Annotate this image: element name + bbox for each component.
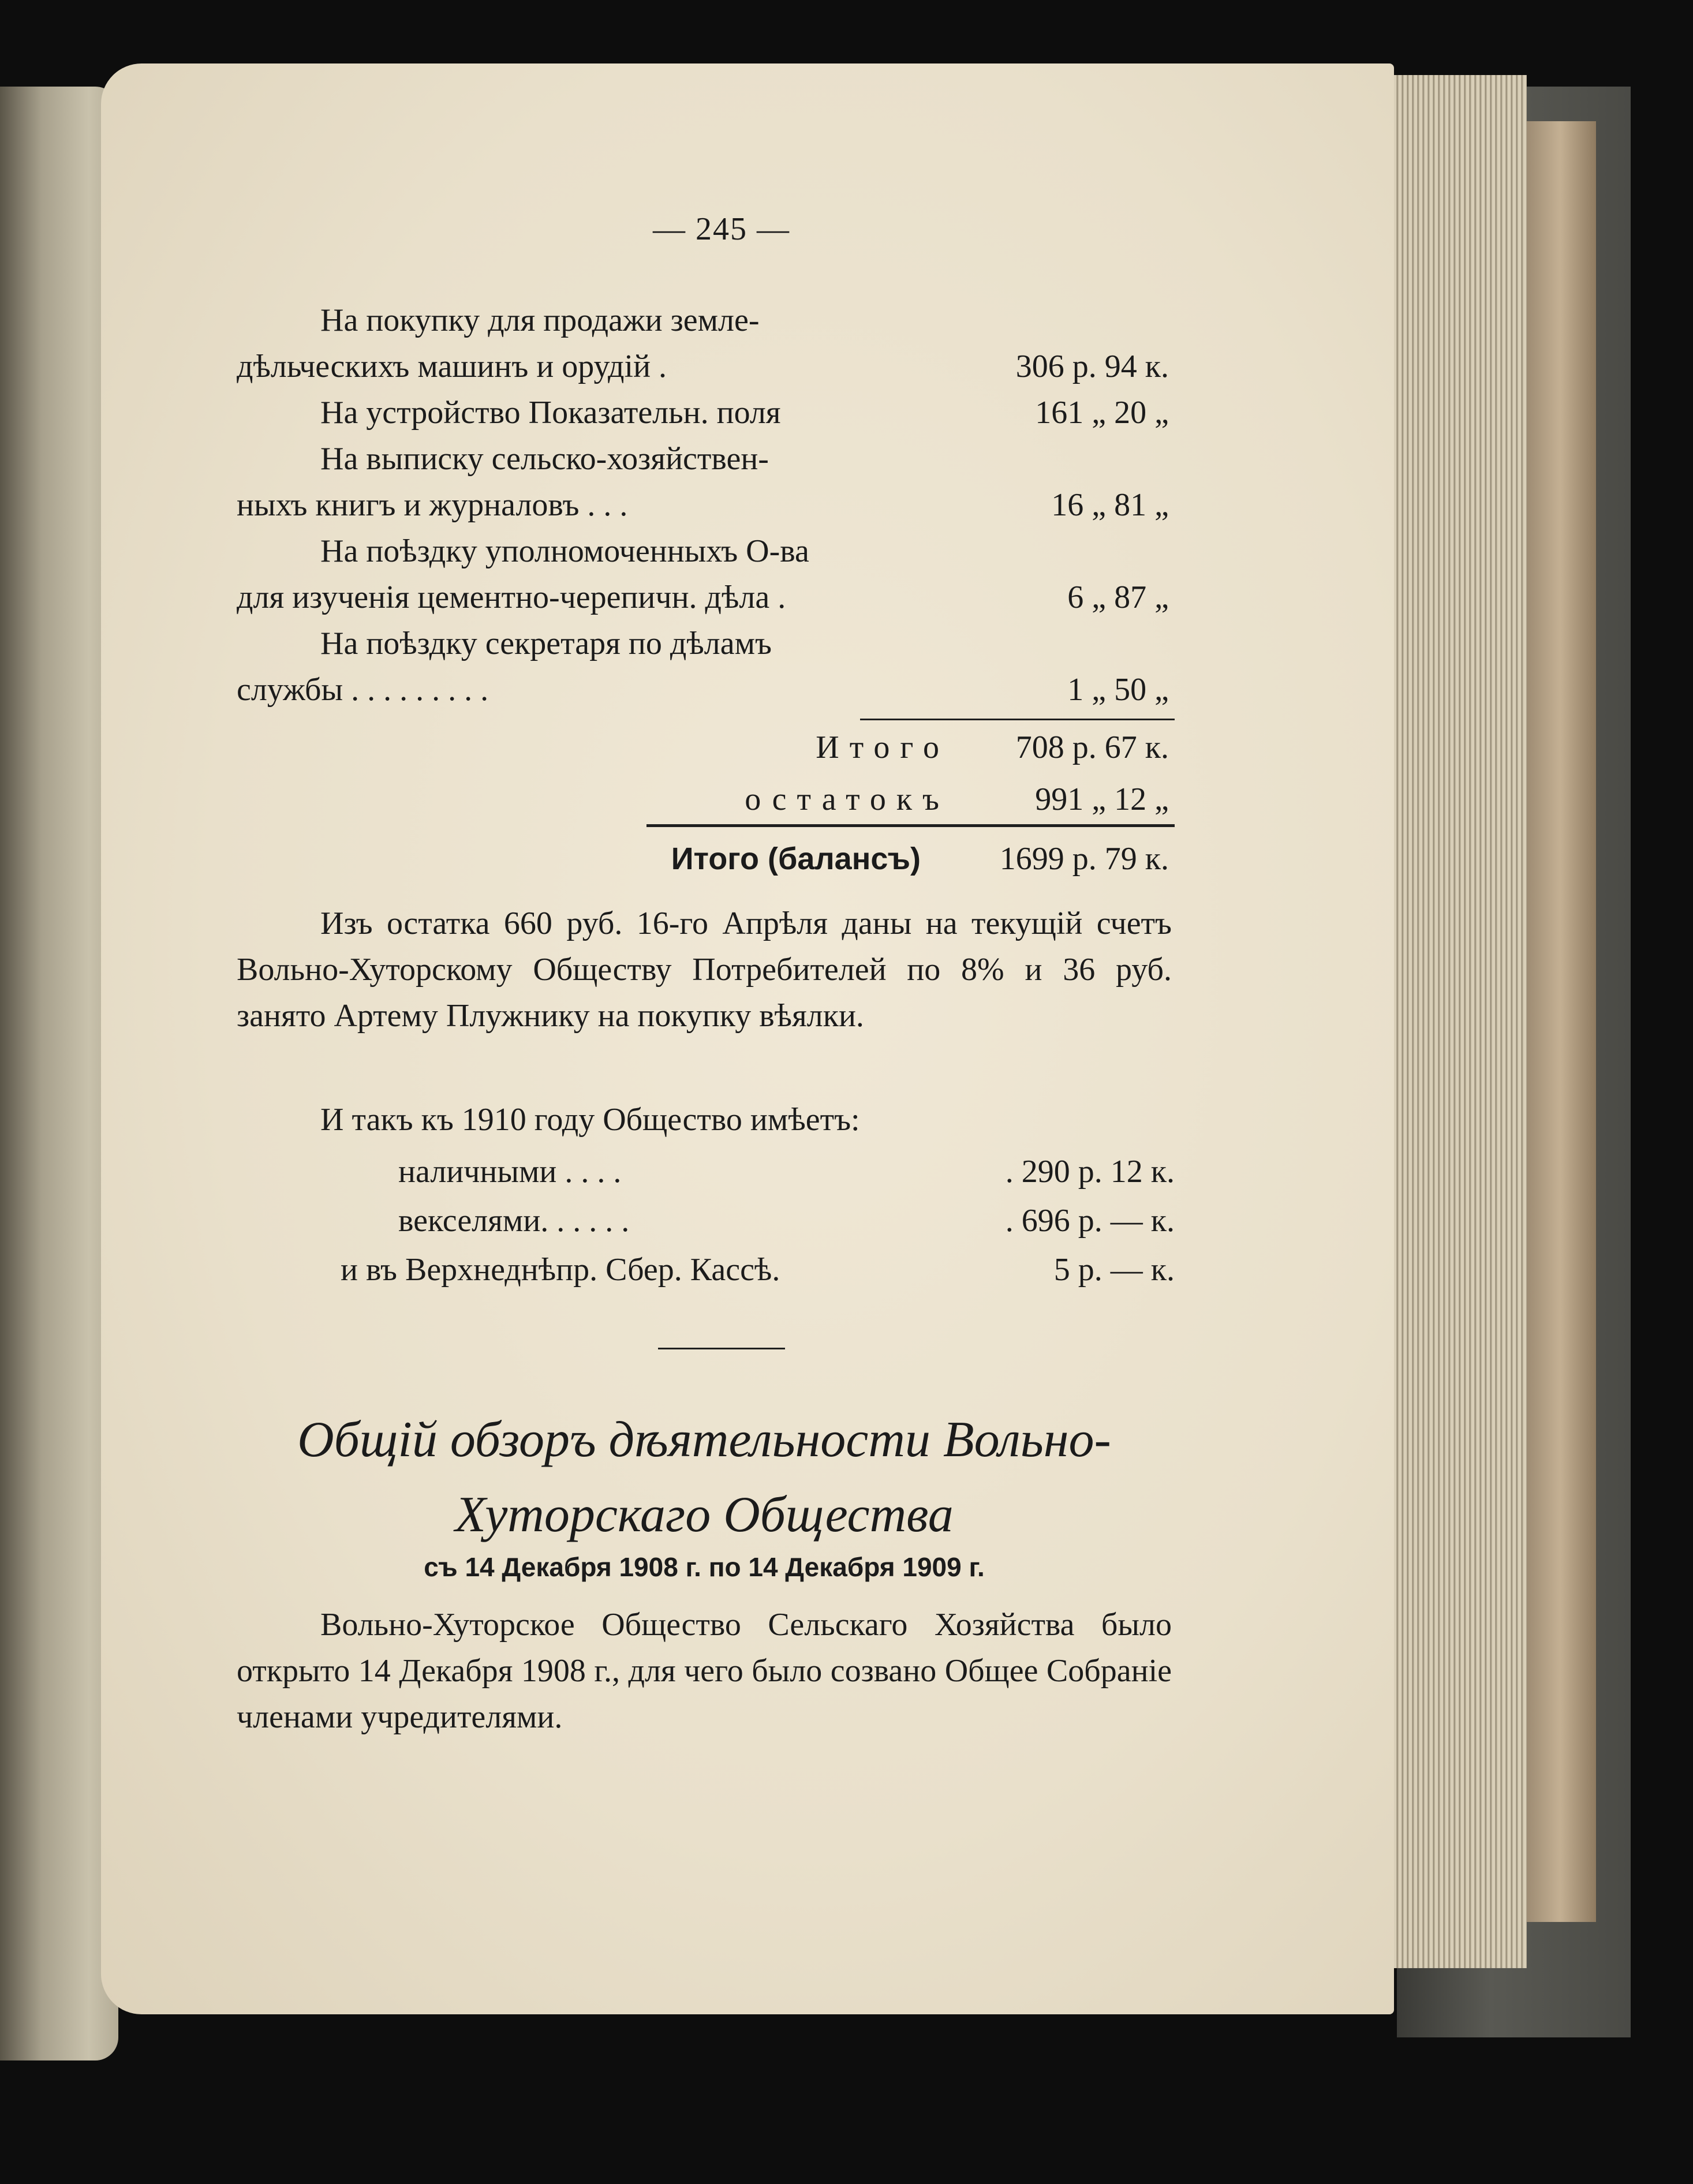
page-stack-edges xyxy=(1388,75,1527,1968)
assets-intro-text: И такъ къ 1910 году Общество имѣетъ: xyxy=(320,1102,860,1138)
balance-label: Итого (балансъ) xyxy=(671,842,921,876)
expense-text: дѣльческихъ машинъ и орудій . xyxy=(237,349,667,384)
expense-line xyxy=(237,436,1169,482)
expense-line xyxy=(237,620,1169,667)
assets-intro xyxy=(237,1097,1172,1143)
expense-line xyxy=(237,667,1169,713)
section-title-line2: Хуторскаго Общества xyxy=(455,1487,954,1543)
asset-label: и въ Верхнеднѣпр. Сбер. Кассѣ. xyxy=(341,1252,780,1288)
expense-amount: 1 „ 50 „ xyxy=(1067,672,1169,708)
remainder-line xyxy=(237,776,1169,822)
subtotal-rule xyxy=(860,719,1175,720)
expense-text: На выписку сельско-хозяйствен- xyxy=(320,441,769,477)
expense-text: для изученія цементно-черепичн. дѣла . xyxy=(237,579,786,615)
balance-rule xyxy=(646,824,1175,827)
expense-amount: 161 „ 20 „ xyxy=(1035,395,1169,431)
total-amount: 708 р. 67 к. xyxy=(1015,730,1169,765)
expense-text: службы . . . . . . . . . xyxy=(237,672,489,708)
total-line xyxy=(237,724,1169,771)
expense-line xyxy=(237,343,1169,390)
remainder-paragraph xyxy=(237,900,1172,1039)
expense-line xyxy=(237,528,1169,574)
expense-text: На устройство Показательн. поля xyxy=(320,395,781,431)
asset-amount: . 696 р. — к. xyxy=(1005,1203,1175,1239)
expense-text: На покупку для продажи земле- xyxy=(320,302,760,338)
expense-amount: 306 р. 94 к. xyxy=(1015,349,1169,384)
remainder-amount: 991 „ 12 „ xyxy=(1035,781,1169,817)
asset-amount: . 290 р. 12 к. xyxy=(1005,1154,1175,1190)
expense-amount: 16 „ 81 „ xyxy=(1051,487,1169,523)
section-subtitle: съ 14 Декабря 1908 г. по 14 Декабря 1909 г. xyxy=(424,1552,985,1582)
founding-paragraph xyxy=(237,1602,1172,1740)
expense-line xyxy=(237,390,1169,436)
balance-line xyxy=(237,836,1169,882)
expense-text: На поѣздку секретаря по дѣламъ xyxy=(320,626,772,661)
asset-label: векселями. . . . . . xyxy=(398,1203,630,1239)
paragraph-text: Изъ остатка 660 руб. 16-го Апрѣля даны на текущій счетъ Вольно-Хуторскому Обществу Потребителей по 8% и 36 руб. занято Артему Плужнику на покупку вѣялки. xyxy=(237,906,1172,1034)
asset-label: наличными . . . . xyxy=(398,1154,622,1190)
asset-amount: 5 р. — к. xyxy=(1053,1252,1175,1288)
section-divider xyxy=(658,1348,785,1349)
section-title-line1: Общій обзоръ дѣятельности Вольно- xyxy=(297,1412,1111,1468)
expense-text: На поѣздку уполномоченныхъ О-ва xyxy=(320,533,809,569)
balance-amount: 1699 р. 79 к. xyxy=(999,841,1169,877)
paragraph-text: Вольно-Хуторское Общество Сельскаго Хозяйства было открыто 14 Декабря 1908 г., для чего было созвано Общее Собраніе членами учредителями. xyxy=(237,1607,1172,1735)
expense-line xyxy=(237,482,1169,528)
expense-amount: 6 „ 87 „ xyxy=(1067,579,1169,615)
cover-edge xyxy=(1524,121,1596,1922)
remainder-label: остатокъ xyxy=(745,781,950,817)
expense-text: ныхъ книгъ и журналовъ . . . xyxy=(237,487,628,523)
expense-line xyxy=(237,574,1169,620)
page-number: — 245 — xyxy=(653,211,790,247)
total-label: Итого xyxy=(816,730,950,765)
expense-line xyxy=(237,297,1169,343)
